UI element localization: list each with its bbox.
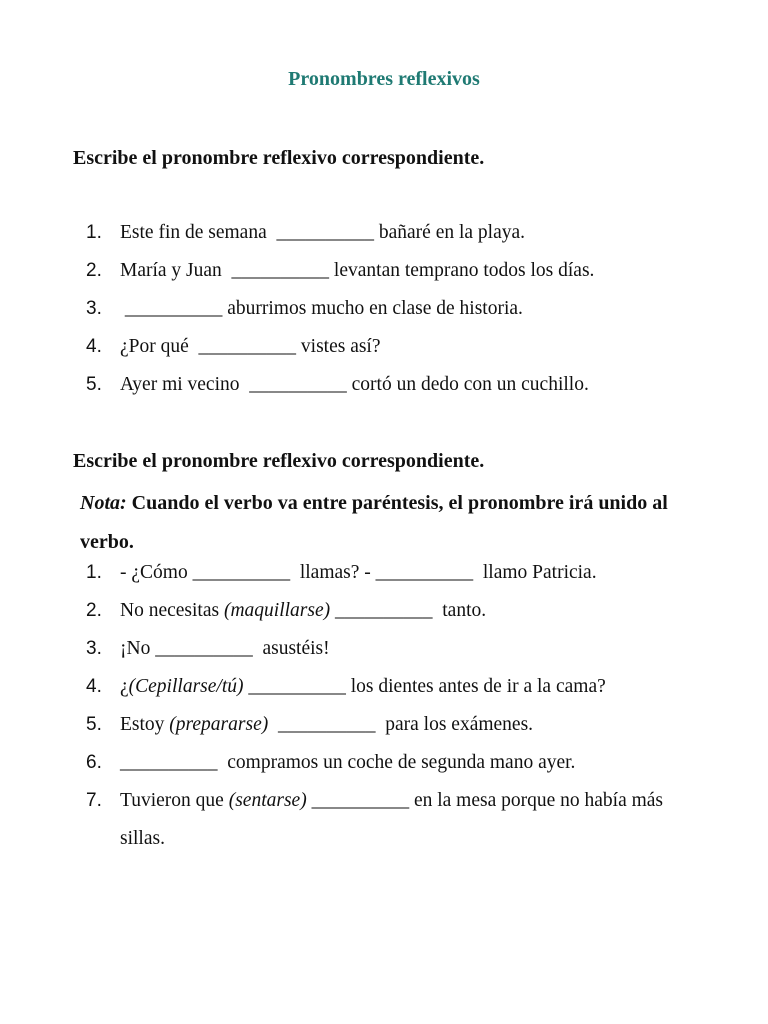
- section1-heading: Escribe el pronombre reflexivo correspondiente.: [73, 147, 485, 169]
- item-text: __________ compramos un coche de segunda mano ayer.: [120, 752, 576, 773]
- item-text: ¿Por qué __________ vistes así?: [120, 336, 381, 357]
- item-text: No necesitas: [120, 600, 224, 621]
- verb-infinitive: (maquillarse): [223, 600, 331, 621]
- list-item: [0, 706, 740, 744]
- nota-label: Nota:: [80, 492, 127, 514]
- item-number: 1.: [86, 222, 102, 243]
- list-item: [0, 630, 740, 668]
- item-number: 2.: [86, 260, 102, 281]
- item-number: 5.: [86, 374, 102, 395]
- item-text: Este fin de semana __________ bañaré en la playa.: [120, 222, 526, 243]
- item-text: __________ aburrimos mucho en clase de historia.: [120, 298, 523, 319]
- item-text: ¡No __________ asustéis!: [120, 638, 330, 659]
- item-number: 1.: [86, 562, 102, 583]
- item-text: __________ tanto.: [330, 600, 487, 621]
- item-text: Ayer mi vecino __________ cortó un dedo con un cuchillo.: [120, 374, 589, 395]
- item-number: 5.: [86, 714, 102, 735]
- verb-infinitive: (sentarse): [228, 790, 307, 811]
- list-item: [0, 744, 740, 782]
- item-number: 6.: [86, 752, 102, 773]
- item-number: 3.: [86, 298, 102, 319]
- list-item: [0, 592, 740, 630]
- list-item: [0, 782, 740, 858]
- section1-exercise-list: [0, 214, 740, 404]
- item-text: ¿: [120, 676, 129, 697]
- item-number: 4.: [86, 676, 102, 697]
- item-text: María y Juan __________ levantan temprano todos los días.: [120, 260, 595, 281]
- item-text: __________ en la mesa porque no había más sillas.: [120, 790, 664, 849]
- list-item: [0, 366, 740, 404]
- list-item: [0, 328, 740, 366]
- item-text: __________ los dientes antes de ir a la cama?: [243, 676, 606, 697]
- item-number: 7.: [86, 790, 102, 811]
- item-number: 4.: [86, 336, 102, 357]
- item-text: __________ para los exámenes.: [268, 714, 534, 735]
- item-text: Tuvieron que: [120, 790, 229, 811]
- nota-text: Cuando el verbo va entre paréntesis, el pronombre irá unido al verbo.: [80, 492, 668, 553]
- list-item: [0, 214, 740, 252]
- item-number: 3.: [86, 638, 102, 659]
- section2-exercise-list: [0, 554, 740, 858]
- page-title: Pronombres reflexivos: [288, 68, 480, 90]
- list-item: [0, 252, 740, 290]
- item-text: Estoy: [120, 714, 170, 735]
- item-text: - ¿Cómo __________ llamas? - __________ llamo Patricia.: [120, 562, 597, 583]
- list-item: [0, 668, 740, 706]
- verb-infinitive: (prepararse): [169, 714, 269, 735]
- item-number: 2.: [86, 600, 102, 621]
- verb-infinitive: (Cepillarse/tú): [128, 676, 244, 697]
- nota-paragraph: [80, 484, 720, 562]
- list-item: [0, 290, 740, 328]
- list-item: [0, 554, 740, 592]
- section2-heading: Escribe el pronombre reflexivo correspondiente.: [73, 450, 485, 472]
